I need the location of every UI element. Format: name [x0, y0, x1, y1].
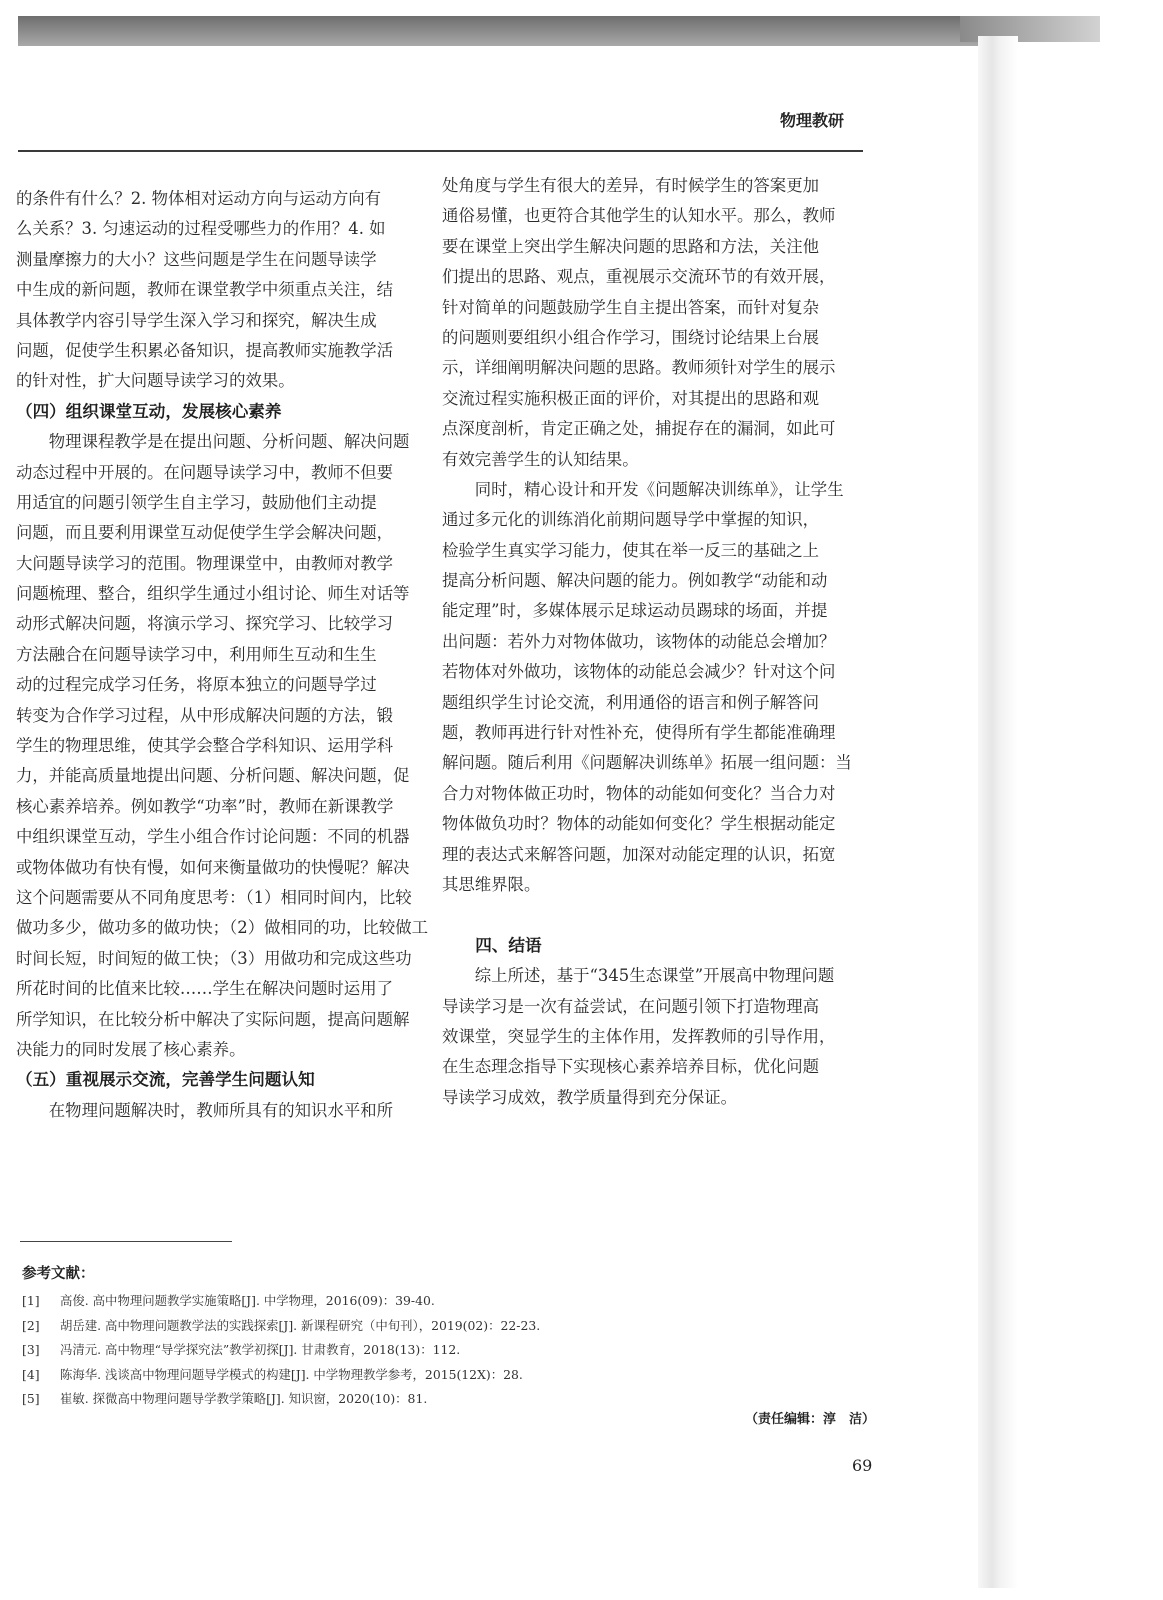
text-line: 出问题：若外力对物体做功，该物体的动能总会增加？ [442, 631, 836, 651]
page-right-edge [978, 36, 1018, 1594]
text-line: 么关系？3. 匀速运动的过程受哪些力的作用？4. 如 [16, 219, 386, 239]
text-line: 理的表达式来解答问题，加深对动能定理的认识，拓宽 [442, 844, 836, 864]
text-line: 其思维界限。 [442, 874, 541, 894]
reference-number: [5] [22, 1391, 40, 1407]
text-line: 题组织学生讨论交流，利用通俗的语言和例子解答问 [442, 692, 819, 712]
text-line: 示，详细阐明解决问题的思路。教师须针对学生的展示 [442, 358, 836, 378]
blank-line [442, 900, 866, 930]
page-number: 69 [852, 1456, 873, 1475]
text-line: 处角度与学生有很大的差异，有时候学生的答案更加 [442, 176, 819, 195]
right-column [442, 171, 866, 1113]
text-line: 大问题导读学习的范围。物理课堂中，由教师对教学 [16, 553, 393, 573]
reference-item [22, 1363, 822, 1388]
text-line: 物理课程教学是在提出问题、分析问题、解决问题 [48, 432, 410, 452]
text-line: 针对简单的问题鼓励学生自主提出答案，而针对复杂 [442, 297, 819, 317]
journal-section-title: 物理教研 [780, 111, 845, 130]
text-line: 的问题则要组织小组合作学习，围绕讨论结果上台展 [442, 327, 819, 347]
text-line: 提高分析问题、解决问题的能力。例如教学“动能和动 [442, 571, 828, 591]
reference-text: 高俊. 高中物理问题教学实施策略[J]. 中学物理，2016(09)：39-40. [60, 1293, 435, 1308]
left-column [16, 184, 429, 1126]
text-line: 具体教学内容引导学生深入学习和探究，解决生成 [16, 310, 377, 330]
reference-number: [1] [22, 1293, 40, 1308]
text-line: 的条件有什么？2. 物体相对运动方向与运动方向有 [16, 189, 382, 208]
reference-text: 冯清元. 高中物理“导学探究法”教学初探[J]. 甘肃教育，2018(13)：112. [60, 1342, 461, 1358]
text-line: 点深度剖析，肯定正确之处，捕捉存在的漏洞，如此可 [442, 419, 836, 439]
text-line: 综上所述，基于“345生态课堂”开展高中物理问题 [474, 966, 835, 986]
reference-text: 陈海华. 浅谈高中物理问题导学模式的构建[J]. 中学物理教学参考，2015(12X)：28. [60, 1366, 523, 1382]
text-line: 动形式解决问题，将演示学习、探究学习、比较学习 [16, 614, 393, 634]
text-line: 中生成的新问题，教师在课堂教学中须重点关注，结 [16, 280, 393, 300]
text-line: 们提出的思路、观点，重视展示交流环节的有效开展， [442, 267, 836, 287]
text-line: 解问题。随后利用《问题解决训练单》拓展一组问题：当 [442, 753, 852, 773]
reference-item [22, 1338, 822, 1363]
text-line: 力，并能高质量地提出问题、分析问题、解决问题，促 [16, 766, 410, 786]
scan-top-shadow [18, 16, 978, 46]
text-line: 动的过程完成学习任务，将原本独立的问题导学过 [16, 675, 377, 695]
text-line: 核心素养培养。例如教学“功率”时，教师在新课教学 [16, 796, 394, 816]
text-line: 在物理问题解决时，教师所具有的知识水平和所 [48, 1100, 393, 1120]
text-line: 导读学习是一次有益尝试，在问题引领下打造物理高 [442, 996, 819, 1016]
text-line: 若物体对外做功，该物体的动能总会减少？针对这个问 [442, 662, 836, 682]
references-rule [20, 1241, 232, 1242]
text-line: 问题，而且要利用课堂互动促使学生学会解决问题， [16, 523, 393, 543]
text-line: 时间长短，时间短的做工快；（3）用做功和完成这些功 [16, 948, 412, 968]
text-line: 物体做负功时？物体的动能如何变化？学生根据动能定 [442, 814, 836, 834]
section-heading-conclusion: 四、结语 [475, 935, 542, 955]
reference-item [22, 1289, 822, 1314]
text-line: 测量摩擦力的大小？这些问题是学生在问题导读学 [16, 249, 377, 269]
text-line: 转变为合作学习过程，从中形成解决问题的方法，锻 [16, 705, 393, 725]
text-line: 所花时间的比值来比较……学生在解决问题时运用了 [16, 979, 393, 999]
reference-number: [2] [22, 1317, 40, 1333]
section-heading-4: （四）组织课堂互动，发展核心素养 [16, 401, 282, 421]
text-line: 要在课堂上突出学生解决问题的思路和方法，关注他 [442, 236, 819, 256]
text-line: 交流过程实施积极正面的评价，对其提出的思路和观 [442, 388, 819, 408]
reference-item [22, 1314, 822, 1339]
text-line: 在生态理念指导下实现核心素养培养目标，优化问题 [442, 1057, 819, 1077]
text-line: 方法融合在问题导读学习中，利用师生互动和生生 [16, 644, 377, 664]
text-line: 学生的物理思维，使其学会整合学科知识、运用学科 [16, 736, 393, 756]
text-line: 通过多元化的训练消化前期问题导学中掌握的知识， [442, 510, 819, 530]
text-line: 做功多少，做功多的做功快；（2）做相同的功，比较做工 [16, 918, 428, 938]
header-rule [18, 150, 863, 152]
text-line: 效课堂，突显学生的主体作用，发挥教师的引导作用， [442, 1026, 836, 1046]
text-line: 检验学生真实学习能力，使其在举一反三的基础之上 [442, 540, 819, 560]
text-line: 所学知识，在比较分析中解决了实际问题，提高问题解 [16, 1009, 410, 1029]
text-line: 问题梳理、整合，组织学生通过小组讨论、师生对话等 [16, 584, 410, 604]
references-title: 参考文献： [22, 1266, 95, 1282]
reference-number: [4] [22, 1366, 40, 1382]
text-line: 的针对性，扩大问题导读学习的效果。 [16, 371, 295, 391]
reference-text: 崔敏. 探微高中物理问题导学教学策略[J]. 知识窗，2020(10)：81. [60, 1391, 428, 1407]
text-line: 有效完善学生的认知结果。 [442, 449, 639, 469]
text-line: 合力对物体做正功时，物体的动能如何变化？当合力对 [442, 783, 836, 803]
page-bottom-edge [0, 1588, 1163, 1600]
references-list [22, 1289, 822, 1412]
text-line: 用适宜的问题引领学生自主学习，鼓励他们主动提 [16, 492, 377, 512]
text-line: 同时，精心设计和开发《问题解决训练单》，让学生 [474, 479, 844, 499]
text-line: 或物体做功有快有慢，如何来衡量做功的快慢呢？解决 [16, 857, 410, 877]
text-line: 题，教师再进行针对性补充，使得所有学生都能准确理 [442, 723, 836, 743]
reference-text: 胡岳建. 高中物理问题教学法的实践探索[J]. 新课程研究（中旬刊），2019(02)：22-23. [60, 1317, 541, 1333]
reference-number: [3] [22, 1342, 40, 1358]
section-heading-5: （五）重视展示交流，完善学生问题认知 [16, 1070, 315, 1090]
text-line: 能定理”时，多媒体展示足球运动员踢球的场面，并提 [442, 601, 828, 621]
text-line: 动态过程中开展的。在问题导读学习中，教师不但要 [16, 462, 393, 482]
reference-item [22, 1387, 822, 1412]
text-line: 问题，促使学生积累必备知识，提高教师实施教学活 [16, 340, 393, 360]
responsible-editor-note: （责任编辑：淳 洁） [745, 1412, 876, 1427]
text-line: 这个问题需要从不同角度思考：（1）相同时间内，比较 [16, 887, 412, 907]
text-line: 通俗易懂，也更符合其他学生的认知水平。那么，教师 [442, 206, 836, 226]
text-line: 导读学习成效，教学质量得到充分保证。 [442, 1087, 738, 1107]
text-line: 决能力的同时发展了核心素养。 [16, 1039, 246, 1059]
text-line: 中组织课堂互动，学生小组合作讨论问题：不同的机器 [16, 827, 410, 847]
